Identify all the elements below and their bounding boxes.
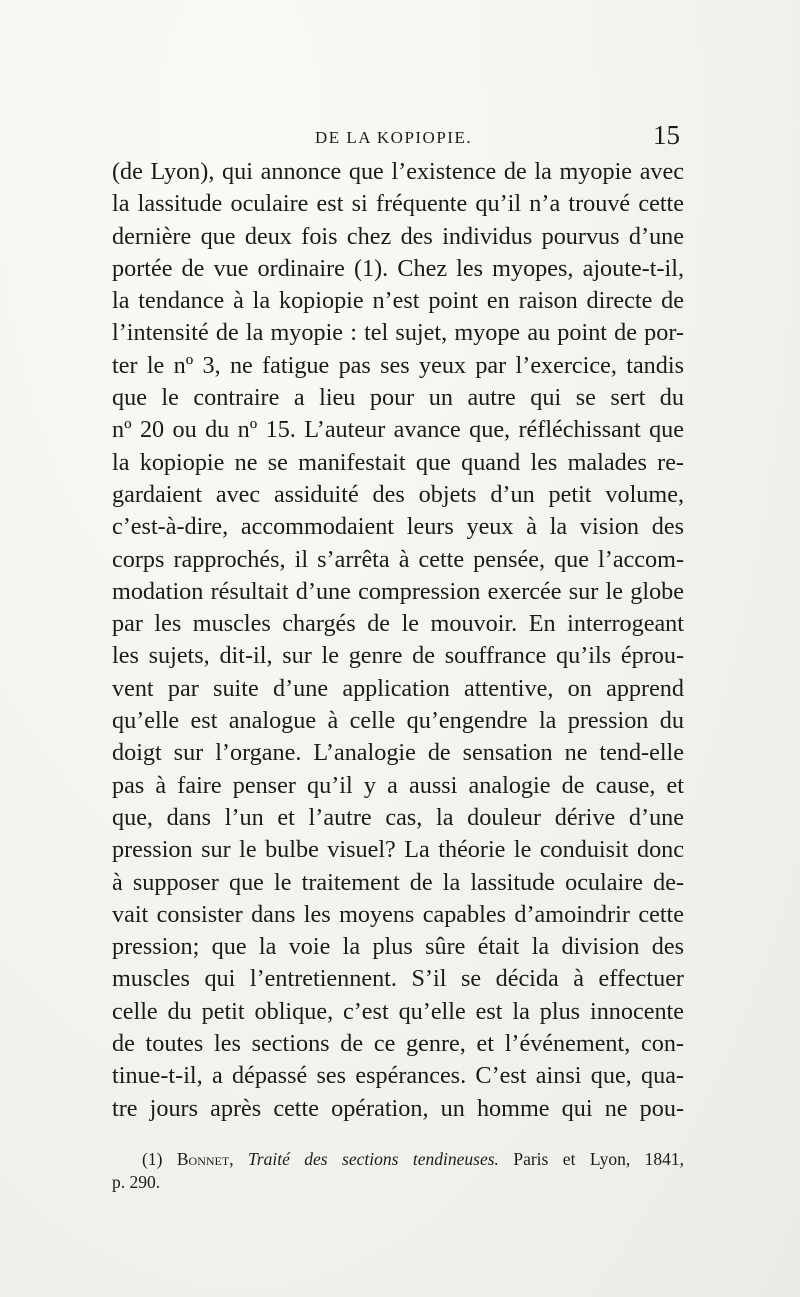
text-line: vait consister dans les moyens capables d’amoindrir cette [112, 900, 684, 928]
text-line: (de Lyon), qui annonce que l’existence de la myopie avec [112, 158, 684, 185]
text-line: celle du petit oblique, c’est qu’elle est la plus innocente [112, 997, 684, 1025]
text-line: la kopiopie ne se manifestait que quand les malades re- [112, 448, 684, 476]
text-line: pas à faire penser qu’il y a aussi analogie de cause, et [112, 771, 684, 799]
text-line: dernière que deux fois chez des individus pourvus d’une [112, 222, 684, 250]
text-line: tre jours après cette opération, un homme qui ne pou- [112, 1094, 684, 1122]
text-line: de toutes les sections de ce genre, et l’événement, con- [112, 1030, 684, 1058]
page-number: 15 [653, 120, 680, 150]
footnote-marker: (1) [142, 1149, 163, 1169]
text-line: la lassitude oculaire est si fréquente qu’il n’a trouvé cette [112, 190, 684, 218]
text-line: pression; que la voie la plus sûre était la division des [112, 933, 684, 961]
text-line: qu’elle est analogue à celle qu’engendre la pression du [112, 707, 684, 735]
footnote-author: Bonnet [176, 1149, 230, 1169]
running-head: DE LA KOPIOPIE. [315, 128, 473, 147]
footnote [112, 1148, 684, 1194]
text-line: que, dans l’un et l’autre cas, la douleur dérive d’une [112, 803, 684, 831]
text-line: que le contraire a lieu pour un autre qui se sert du [112, 384, 684, 412]
text-line: portée de vue ordinaire (1). Chez les myopes, ajoute-t-il, [112, 254, 684, 282]
text-line: nº 20 ou du nº 15. L’auteur avance que, réfléchissant que [112, 416, 684, 444]
text-line: tinue-t-il, a dépassé ses espérances. C’est ainsi que, qua- [112, 1062, 684, 1090]
text-line: par les muscles chargés de le mouvoir. En interrogeant [112, 610, 684, 638]
page-header [110, 122, 682, 156]
footnote-pages: p. 290. [112, 1172, 161, 1192]
text-line: pression sur le bulbe visuel? La théorie le conduisit donc [112, 836, 684, 864]
text-line: modation résultait d’une compression exercée sur le globe [112, 577, 684, 605]
text-line: la tendance à la kopiopie n’est point en raison directe de [112, 287, 684, 315]
footnote-title: Traité des sections tendineuses. [248, 1149, 499, 1169]
text-line: à supposer que le traitement de la lassitude oculaire de- [112, 868, 684, 896]
footnote-line: (1) Bonnet, Traité des sections tendineuses. Paris et Lyon, 1841, [142, 1149, 685, 1169]
text-line: c’est-à-dire, accommodaient leurs yeux à la vision des [112, 513, 684, 541]
text-line: ter le nº 3, ne fatigue pas ses yeux par l’exercice, tandis [112, 351, 684, 379]
text-line: gardaient avec assiduité des objets d’un petit volume, [112, 480, 684, 508]
text-line: l’intensité de la myopie : tel sujet, myope au point de por- [112, 319, 684, 347]
text-line: les sujets, dit-il, sur le genre de souffrance qu’ils éprou- [112, 642, 684, 670]
footnote-publication: Paris et Lyon, 1841, [513, 1149, 685, 1169]
text-line: corps rapprochés, il s’arrêta à cette pensée, que l’accom- [112, 545, 684, 573]
body-text [112, 156, 684, 1125]
text-line: muscles qui l’entretiennent. S’il se décida à effectuer [112, 965, 684, 993]
text-line: doigt sur l’organe. L’analogie de sensation ne tend-elle [112, 739, 684, 767]
text-line: vent par suite d’une application attentive, on apprend [112, 674, 684, 702]
